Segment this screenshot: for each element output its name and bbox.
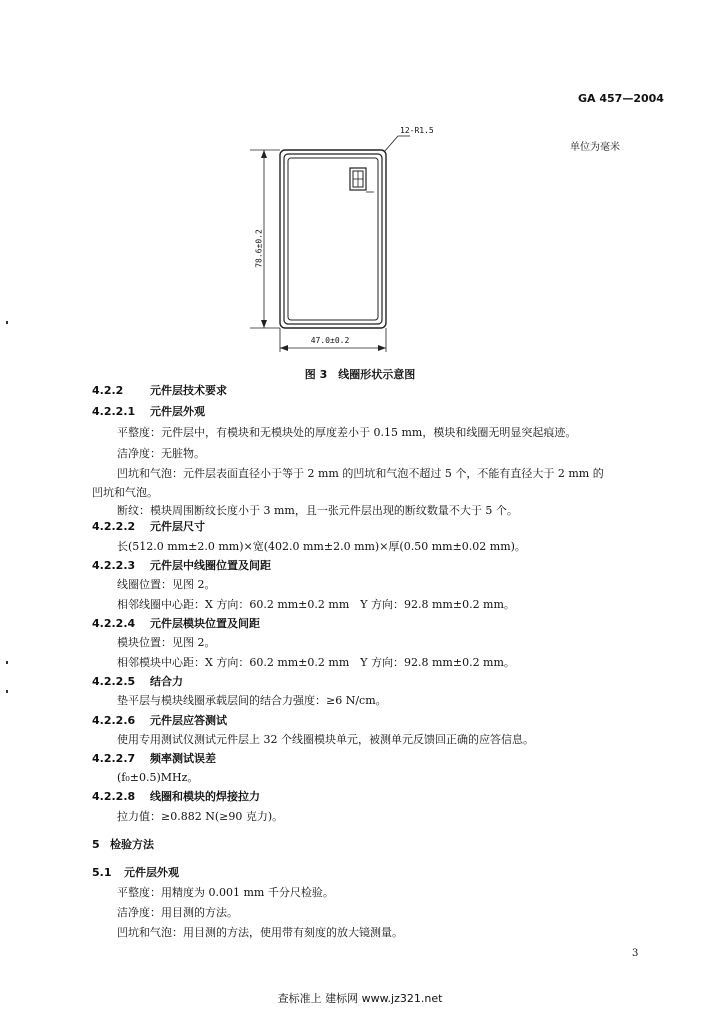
- section-number: 4.2.2.4: [92, 617, 136, 630]
- section-5-1: [92, 866, 179, 880]
- paragraph-coil-position: 线圈位置：见图 2。: [117, 578, 216, 591]
- section-4-2-2: [92, 384, 227, 398]
- section-4-2-2-6: [92, 714, 227, 728]
- section-4-2-2-3: [92, 559, 271, 573]
- section-title: 元件层尺寸: [150, 520, 205, 533]
- paragraph-response: 使用专用测试仪测试元件层上 32 个线圈模块单元，被测单元反馈回正确的应答信息。: [117, 733, 534, 746]
- height-dimension: 78.6±0.2: [254, 229, 264, 268]
- paragraph-module-spacing: 相邻模块中心距：X 方向：60.2 mm±0.2 mm Y 方向：92.8 mm±0.2 mm。: [117, 656, 515, 669]
- section-number: 4.2.2.3: [92, 559, 136, 572]
- section-title: 元件层外观: [150, 405, 205, 418]
- section-number: 4.2.2.5: [92, 675, 136, 688]
- paragraph-weld: 拉力值：≥0.882 N(≥90 克力)。: [117, 810, 284, 823]
- section-4-2-2-2: [92, 520, 205, 534]
- section-title: 频率测试误差: [150, 752, 216, 765]
- section-number: 4.2.2: [92, 384, 124, 397]
- section-title: 元件层应答测试: [150, 714, 227, 727]
- paragraph-method-flatness: 平整度：用精度为 0.001 mm 千分尺检验。: [117, 886, 334, 899]
- section-title: 检验方法: [110, 838, 154, 851]
- section-title: 元件层外观: [124, 866, 179, 879]
- width-dimension: 47.0±0.2: [310, 336, 350, 345]
- section-title: 元件层模块位置及间距: [150, 617, 260, 630]
- section-title: 元件层中线圈位置及间距: [150, 559, 271, 572]
- section-4-2-2-8: [92, 790, 260, 804]
- section-4-2-2-7: [92, 752, 216, 766]
- paragraph-module-position: 模块位置：见图 2。: [117, 636, 216, 649]
- section-4-2-2-1: [92, 405, 205, 419]
- standard-code: GA 457—2004: [578, 92, 664, 105]
- paragraph-breaks: 断纹：模块周围断纹长度小于 3 mm，且一张元件层出现的断纹数量不大于 5 个。: [117, 504, 518, 517]
- section-number: 4.2.2.7: [92, 752, 136, 765]
- scan-speck: [6, 661, 8, 664]
- footer-source: 查标准上 建标网 www.jz321.net: [277, 992, 443, 1005]
- scan-speck: [6, 321, 8, 324]
- section-title: 线圈和模块的焊接拉力: [150, 790, 260, 803]
- unit-note: 单位为毫米: [570, 142, 620, 153]
- coil-shape-figure: [250, 120, 410, 360]
- section-number: 4.2.2.2: [92, 520, 136, 533]
- section-number: 4.2.2.1: [92, 405, 136, 418]
- section-number: 4.2.2.8: [92, 790, 136, 803]
- paragraph-flatness: 平整度：元件层中，有模块和无模块处的厚度差小于 0.15 mm，模块和线圈无明显突起痕迹。: [117, 426, 577, 439]
- page-number: 3: [632, 948, 639, 959]
- section-title: 元件层技术要求: [150, 384, 227, 397]
- section-5: [92, 838, 154, 852]
- scan-speck: [6, 690, 8, 693]
- paragraph-method-cleanliness: 洁净度：用目测的方法。: [117, 906, 238, 919]
- section-title: 结合力: [150, 675, 183, 688]
- paragraph-cleanliness: 洁净度：无脏物。: [117, 447, 205, 460]
- paragraph-frequency: (f₀±0.5)MHz。: [117, 771, 199, 784]
- section-number: 5.1: [92, 866, 112, 879]
- paragraph-method-pits: 凹坑和气泡：用目测的方法，使用带有刻度的放大镜测量。: [117, 926, 403, 939]
- callout-label: 12-R1.5: [400, 126, 434, 135]
- section-number: 5: [92, 838, 100, 851]
- section-4-2-2-5: [92, 675, 183, 689]
- paragraph-size: 长(512.0 mm±2.0 mm)×宽(402.0 mm±2.0 mm)×厚(0.50 mm±0.02 mm)。: [117, 540, 526, 553]
- section-4-2-2-4: [92, 617, 260, 631]
- paragraph-pits-1: 凹坑和气泡：元件层表面直径小于等于 2 mm 的凹坑和气泡不超过 5 个，不能有直径大于 2 mm 的: [117, 467, 604, 480]
- paragraph-coil-spacing: 相邻线圈中心距：X 方向：60.2 mm±0.2 mm Y 方向：92.8 mm±0.2 mm。: [117, 598, 515, 611]
- section-number: 4.2.2.6: [92, 714, 136, 727]
- paragraph-bond: 垫平层与模块线圈承载层间的结合力强度：≥6 N/cm。: [117, 694, 387, 707]
- figure-caption: 图 3 线圈形状示意图: [304, 368, 416, 381]
- paragraph-pits-2: 凹坑和气泡。: [92, 486, 158, 499]
